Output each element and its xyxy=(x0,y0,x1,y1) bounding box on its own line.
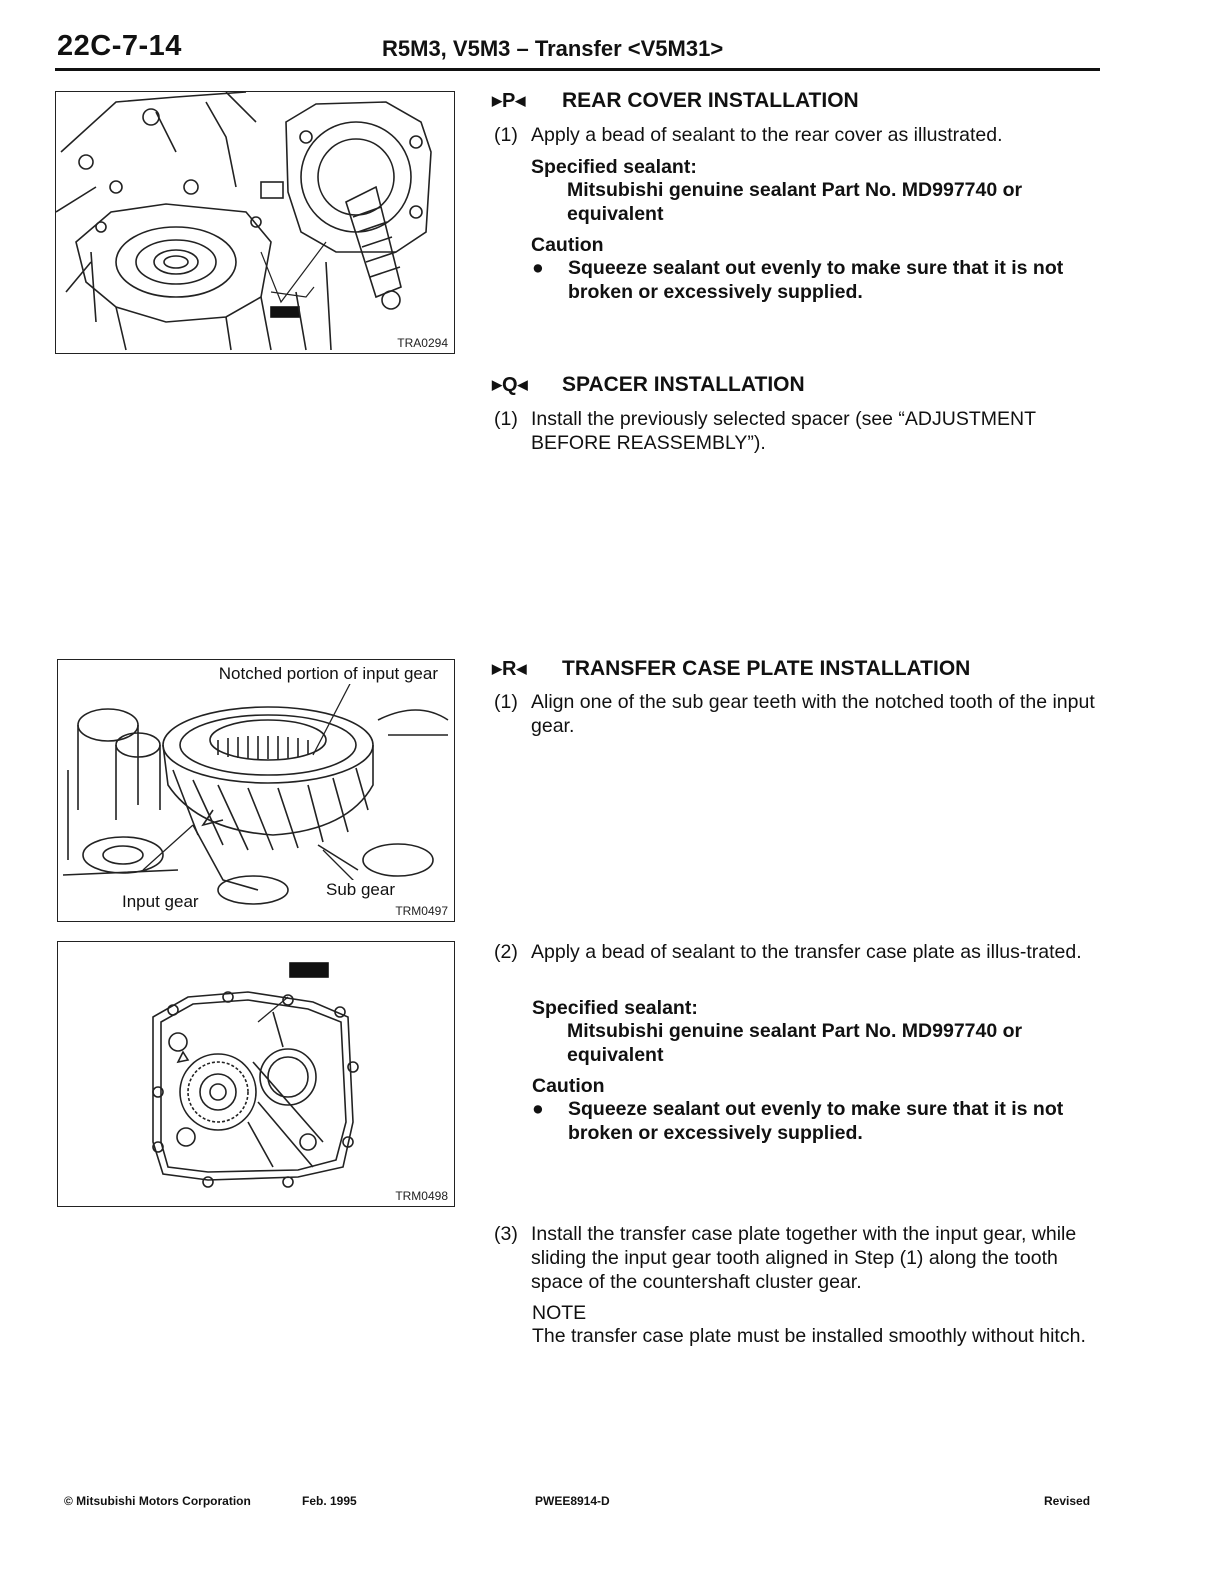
header-rule xyxy=(55,68,1100,71)
section-title: REAR COVER INSTALLATION xyxy=(562,89,859,112)
step-number: (1) xyxy=(494,408,518,430)
step-text: Align one of the sub gear teeth with the notched tooth of the input gear. xyxy=(531,691,1095,737)
figure-rear-cover xyxy=(55,91,455,354)
section-heading-spacer xyxy=(492,373,805,397)
section-heading-case-plate xyxy=(492,657,970,681)
page-title: R5M3, V5M3 – Transfer <V5M31> xyxy=(382,36,724,61)
section-marker-q: ▶ Q ◀ xyxy=(492,373,528,396)
page-number: 22C-7-14 xyxy=(57,30,182,62)
section-marker-p: ▶ P ◀ xyxy=(492,89,526,112)
case-plate-illustration xyxy=(58,942,454,1206)
caution-label: Caution xyxy=(531,234,604,256)
caution-label: Caution xyxy=(532,1075,605,1097)
sealant-label: Specified sealant: xyxy=(531,156,697,178)
figure-code: TRA0294 xyxy=(397,336,448,350)
step-1-case-plate xyxy=(494,690,1106,738)
step-text: Apply a bead of sealant to the rear cover as illustrated. xyxy=(531,124,1003,146)
step-1-spacer xyxy=(494,407,1106,455)
step-number: (1) xyxy=(494,124,518,146)
step-number: (1) xyxy=(494,691,518,713)
footer-status: Revised xyxy=(1044,1494,1091,1508)
rear-cover-illustration xyxy=(56,92,454,353)
sealant-spec-line1: Mitsubishi genuine sealant Part No. MD997740 or xyxy=(567,179,1023,201)
figure-input-gear xyxy=(57,659,455,922)
step-1-rear-cover xyxy=(494,123,1106,147)
caution-text: Squeeze sealant out evenly to make sure that it is not broken or excessively supplied. xyxy=(568,1098,1064,1144)
note-text: The transfer case plate must be installed smoothly without hitch. xyxy=(532,1325,1086,1347)
section-marker-r: ▶ R ◀ xyxy=(492,657,527,680)
footer-date: Feb. 1995 xyxy=(302,1494,357,1508)
step-number: (3) xyxy=(494,1223,518,1245)
label-sub-gear: Sub gear xyxy=(326,880,395,899)
step-text: Apply a bead of sealant to the transfer case plate as illus-trated. xyxy=(531,941,1082,963)
sealant-spec-line2: equivalent xyxy=(567,1044,664,1066)
caution-item xyxy=(532,256,1106,304)
footer-doc-code: PWEE8914-D xyxy=(535,1494,610,1508)
step-text: Install the previously selected spacer (see “ADJUSTMENT BEFORE REASSEMBLY”). xyxy=(531,408,1036,454)
section-title: TRANSFER CASE PLATE INSTALLATION xyxy=(562,657,971,680)
figure-code: TRM0497 xyxy=(395,904,448,918)
note-label: NOTE xyxy=(532,1302,587,1324)
caution-text: Squeeze sealant out evenly to make sure that it is not broken or excessively supplied. xyxy=(568,257,1064,303)
sealant-spec-line2: equivalent xyxy=(567,203,664,225)
caution-item xyxy=(532,1097,1106,1145)
footer-copyright: © Mitsubishi Motors Corporation xyxy=(64,1494,251,1508)
section-title: SPACER INSTALLATION xyxy=(562,373,805,396)
figure-code: TRM0498 xyxy=(395,1189,448,1203)
label-input-gear: Input gear xyxy=(122,892,199,911)
step-2-case-plate xyxy=(494,940,1106,964)
sealant-label: Specified sealant: xyxy=(532,997,698,1019)
step-number: (2) xyxy=(494,941,518,963)
step-3-case-plate xyxy=(494,1222,1106,1294)
sealant-spec-line1: Mitsubishi genuine sealant Part No. MD997740 or xyxy=(567,1020,1023,1042)
section-heading-rear-cover xyxy=(492,89,859,113)
bullet: ● xyxy=(532,257,544,279)
figure-case-plate xyxy=(57,941,455,1207)
step-text: Install the transfer case plate together with the input gear, while sliding the input gear tooth aligned in Step (1) along the tooth space of the countershaft cluster gear. xyxy=(531,1223,1077,1293)
label-notched-portion: Notched portion of input gear xyxy=(218,664,438,683)
bullet: ● xyxy=(532,1098,544,1120)
